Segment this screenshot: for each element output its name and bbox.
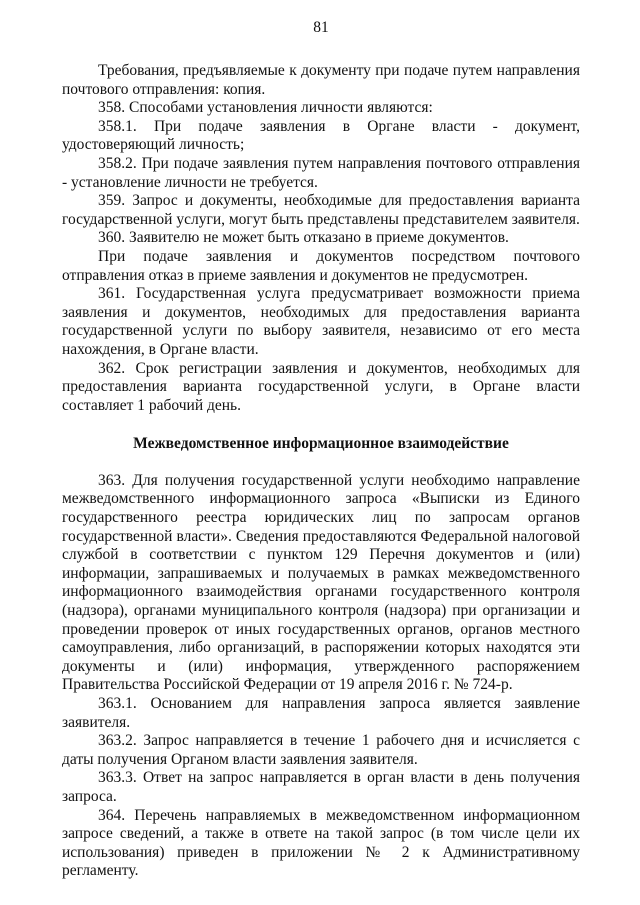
paragraph: 361. Государственная услуга предусматривает возможности приема заявления и документов, необходимых для предоставления варианта государственной услуги по выбору заявителя, независимо от его места нахождения, в Органе власти. [62, 285, 580, 358]
paragraph: 358.2. При подаче заявления путем направления почтового отправления - установление личности не требуется. [62, 154, 580, 191]
document-page [62, 0, 580, 905]
paragraph: 363. Для получения государственной услуги необходимо направление межведомственного информационного запроса «Выписки из Единого государственного реестра юридических лиц по запросам органов государственной власти». Сведения предоставляются Федеральной налоговой службой в соответствии с пунктом 129 Перечня документов и (или) информации, запрашиваемых и получаемых в рамках межведомственного информационного взаимодействия органами государственного контроля (надзора), органами муниципального контроля (надзора) при организации и проведении проверок от иных государственных органов, органов местного самоуправления, либо организаций, в распоряжении которых находятся эти документы и (или) информация, утвержденного распоряжением Правительства Российской Федерации от 19 апреля 2016 г. № 724-р. [62, 471, 580, 694]
paragraph: 358.1. При подаче заявления в Органе власти - документ, удостоверяющий личность; [62, 117, 580, 154]
paragraph: 362. Срок регистрации заявления и документов, необходимых для предоставления варианта государственной услуги, в Органе власти составляет 1 рабочий день. [62, 359, 580, 414]
paragraph: 358. Способами установления личности являются: [98, 99, 433, 117]
page-number: 81 [313, 19, 329, 36]
document-body [62, 62, 580, 881]
paragraph: 360. Заявителю не может быть отказано в приеме документов. [98, 229, 509, 247]
paragraph: 363.3. Ответ на запрос направляется в орган власти в день получения запроса. [62, 769, 580, 805]
paragraph: Требования, предъявляемые к документу при подаче путем направления почтового отправления: копия. [62, 62, 580, 98]
paragraph: 363.1. Основанием для направления запроса является заявление заявителя. [62, 695, 580, 731]
paragraph: 363.2. Запрос направляется в течение 1 рабочего дня и исчисляется с даты получения Органом власти заявления заявителя. [62, 732, 580, 768]
paragraph: 359. Запрос и документы, необходимые для предоставления варианта государственной услуги, могут быть представлены представителем заявителя. [62, 192, 580, 228]
section-heading: Межведомственное информационное взаимодействие [133, 435, 509, 453]
paragraph: 364. Перечень направляемых в межведомственном информационном запросе сведений, а также в ответе на такой запрос (в том числе цели их использования) приведен в приложении № 2 к Административному регламенту. [62, 806, 580, 880]
paragraph: При подаче заявления и документов посредством почтового отправления отказ в приеме заявления и документов не предусмотрен. [62, 247, 580, 284]
